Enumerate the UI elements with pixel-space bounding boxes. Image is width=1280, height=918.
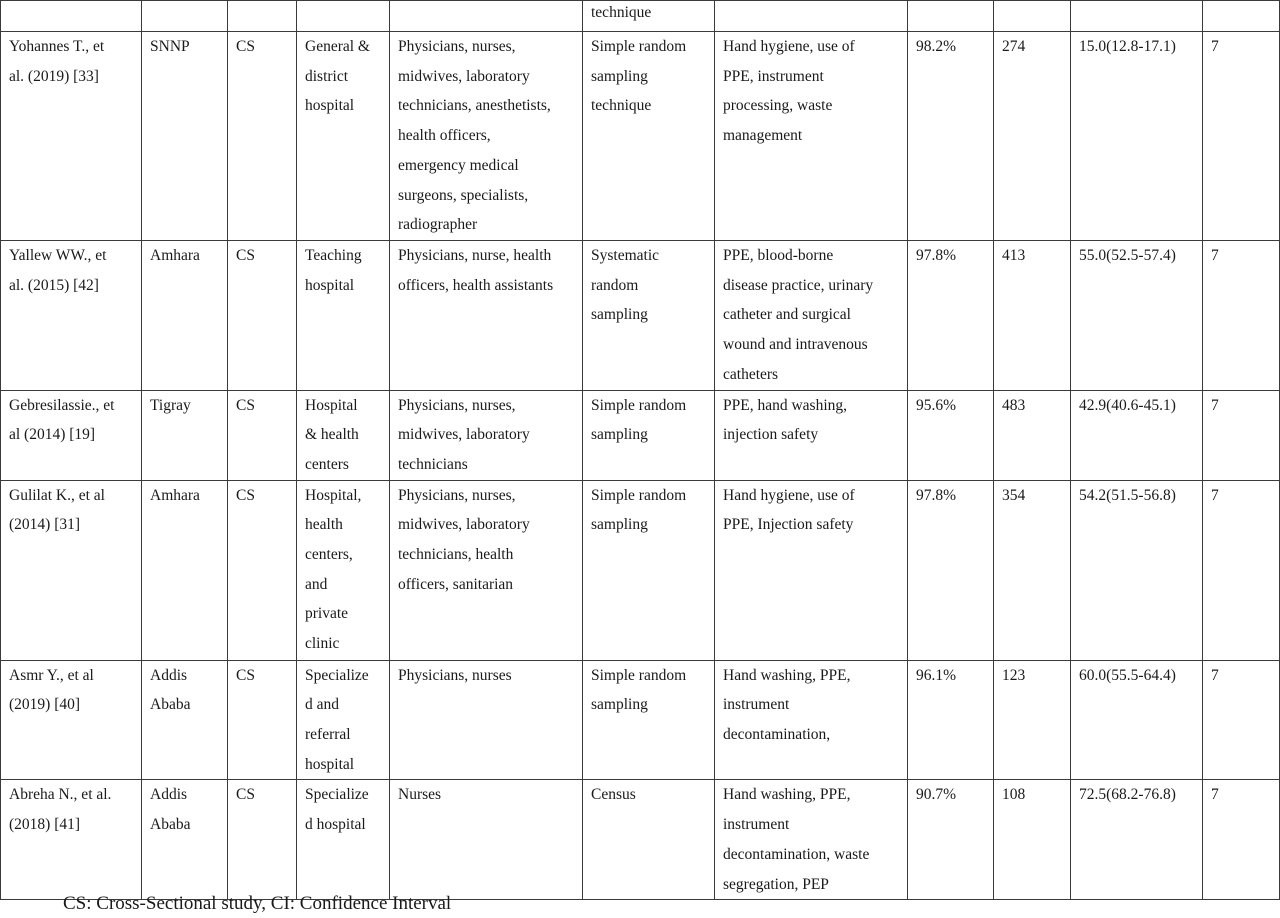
table-row <box>1 780 1280 900</box>
cell-setting: Teaching hospital <box>297 241 390 391</box>
cell-sampling: Simple random sampling <box>583 390 715 480</box>
cell-participants: Physicians, nurse, health officers, health assistants <box>390 241 583 391</box>
cell-participants: Physicians, nurses, midwives, laboratory technicians, anesthetists, health officers, emergency medical surgeons, specialists, radiographer <box>390 32 583 241</box>
cell-setting: Specialize d and referral hospital <box>297 660 390 780</box>
cell-design <box>228 1 297 32</box>
cell-practices: Hand hygiene, use of PPE, instrument processing, waste management <box>715 32 908 241</box>
cell-quality-score: 7 <box>1203 780 1280 900</box>
table-row <box>1 480 1280 660</box>
table-row <box>1 660 1280 780</box>
cell-response-rate <box>908 1 994 32</box>
cell-quality-score: 7 <box>1203 390 1280 480</box>
cell-participants <box>390 1 583 32</box>
cell-response-rate: 98.2% <box>908 32 994 241</box>
table-body <box>1 1 1280 900</box>
cell-setting: Hospital & health centers <box>297 390 390 480</box>
cell-response-rate: 97.8% <box>908 480 994 660</box>
table-row <box>1 1 1280 32</box>
cell-author: Gulilat K., et al (2014) [31] <box>1 480 142 660</box>
cell-participants: Physicians, nurses <box>390 660 583 780</box>
cell-design: CS <box>228 390 297 480</box>
cell-sampling: Simple random sampling <box>583 660 715 780</box>
cell-practices: Hand washing, PPE, instrument decontamination, waste segregation, PEP <box>715 780 908 900</box>
cell-sample-size: 354 <box>994 480 1071 660</box>
cell-prevalence-ci: 42.9(40.6-45.1) <box>1071 390 1203 480</box>
cell-prevalence-ci: 60.0(55.5-64.4) <box>1071 660 1203 780</box>
cell-participants: Physicians, nurses, midwives, laboratory technicians <box>390 390 583 480</box>
cell-participants: Physicians, nurses, midwives, laboratory technicians, health officers, sanitarian <box>390 480 583 660</box>
cell-design: CS <box>228 480 297 660</box>
cell-practices: Hand hygiene, use of PPE, Injection safety <box>715 480 908 660</box>
cell-author <box>1 1 142 32</box>
cell-sample-size: 413 <box>994 241 1071 391</box>
table-footnote: CS: Cross-Sectional study, CI: Confidence Interval <box>63 893 452 914</box>
cell-quality-score: 7 <box>1203 480 1280 660</box>
cell-quality-score <box>1203 1 1280 32</box>
cell-setting <box>297 1 390 32</box>
cell-practices: PPE, hand washing, injection safety <box>715 390 908 480</box>
table-row <box>1 241 1280 391</box>
cell-prevalence-ci <box>1071 1 1203 32</box>
cell-sampling: Systematic random sampling <box>583 241 715 391</box>
cell-sampling: Simple random sampling technique <box>583 32 715 241</box>
cell-author: Gebresilassie., et al (2014) [19] <box>1 390 142 480</box>
cell-practices: Hand washing, PPE, instrument decontamination, <box>715 660 908 780</box>
cell-prevalence-ci: 15.0(12.8-17.1) <box>1071 32 1203 241</box>
cell-design: CS <box>228 32 297 241</box>
cell-quality-score: 7 <box>1203 32 1280 241</box>
cell-setting: General & district hospital <box>297 32 390 241</box>
cell-prevalence-ci: 55.0(52.5-57.4) <box>1071 241 1203 391</box>
cell-practices: PPE, blood-borne disease practice, urinary catheter and surgical wound and intravenous catheters <box>715 241 908 391</box>
cell-design: CS <box>228 660 297 780</box>
cell-sampling: technique <box>583 1 715 32</box>
cell-response-rate: 95.6% <box>908 390 994 480</box>
table-row <box>1 390 1280 480</box>
cell-sampling: Simple random sampling <box>583 480 715 660</box>
cell-author: Abreha N., et al. (2018) [41] <box>1 780 142 900</box>
cell-sample-size: 108 <box>994 780 1071 900</box>
cell-sampling: Census <box>583 780 715 900</box>
cell-practices <box>715 1 908 32</box>
cell-region: Amhara <box>142 241 228 391</box>
cell-sample-size: 274 <box>994 32 1071 241</box>
cell-sample-size: 483 <box>994 390 1071 480</box>
cell-author: Asmr Y., et al (2019) [40] <box>1 660 142 780</box>
cell-author: Yohannes T., et al. (2019) [33] <box>1 32 142 241</box>
cell-author: Yallew WW., et al. (2015) [42] <box>1 241 142 391</box>
cell-participants: Nurses <box>390 780 583 900</box>
cell-setting: Specialize d hospital <box>297 780 390 900</box>
cell-sample-size <box>994 1 1071 32</box>
cell-setting: Hospital, health centers, and private clinic <box>297 480 390 660</box>
cell-region: Addis Ababa <box>142 660 228 780</box>
cell-design: CS <box>228 241 297 391</box>
cell-region <box>142 1 228 32</box>
cell-region: Tigray <box>142 390 228 480</box>
cell-prevalence-ci: 54.2(51.5-56.8) <box>1071 480 1203 660</box>
cell-design: CS <box>228 780 297 900</box>
cell-prevalence-ci: 72.5(68.2-76.8) <box>1071 780 1203 900</box>
cell-region: Addis Ababa <box>142 780 228 900</box>
cell-response-rate: 96.1% <box>908 660 994 780</box>
cell-region: Amhara <box>142 480 228 660</box>
table-row <box>1 32 1280 241</box>
cell-response-rate: 97.8% <box>908 241 994 391</box>
cell-response-rate: 90.7% <box>908 780 994 900</box>
cell-quality-score: 7 <box>1203 660 1280 780</box>
cell-quality-score: 7 <box>1203 241 1280 391</box>
cell-region: SNNP <box>142 32 228 241</box>
cell-sample-size: 123 <box>994 660 1071 780</box>
